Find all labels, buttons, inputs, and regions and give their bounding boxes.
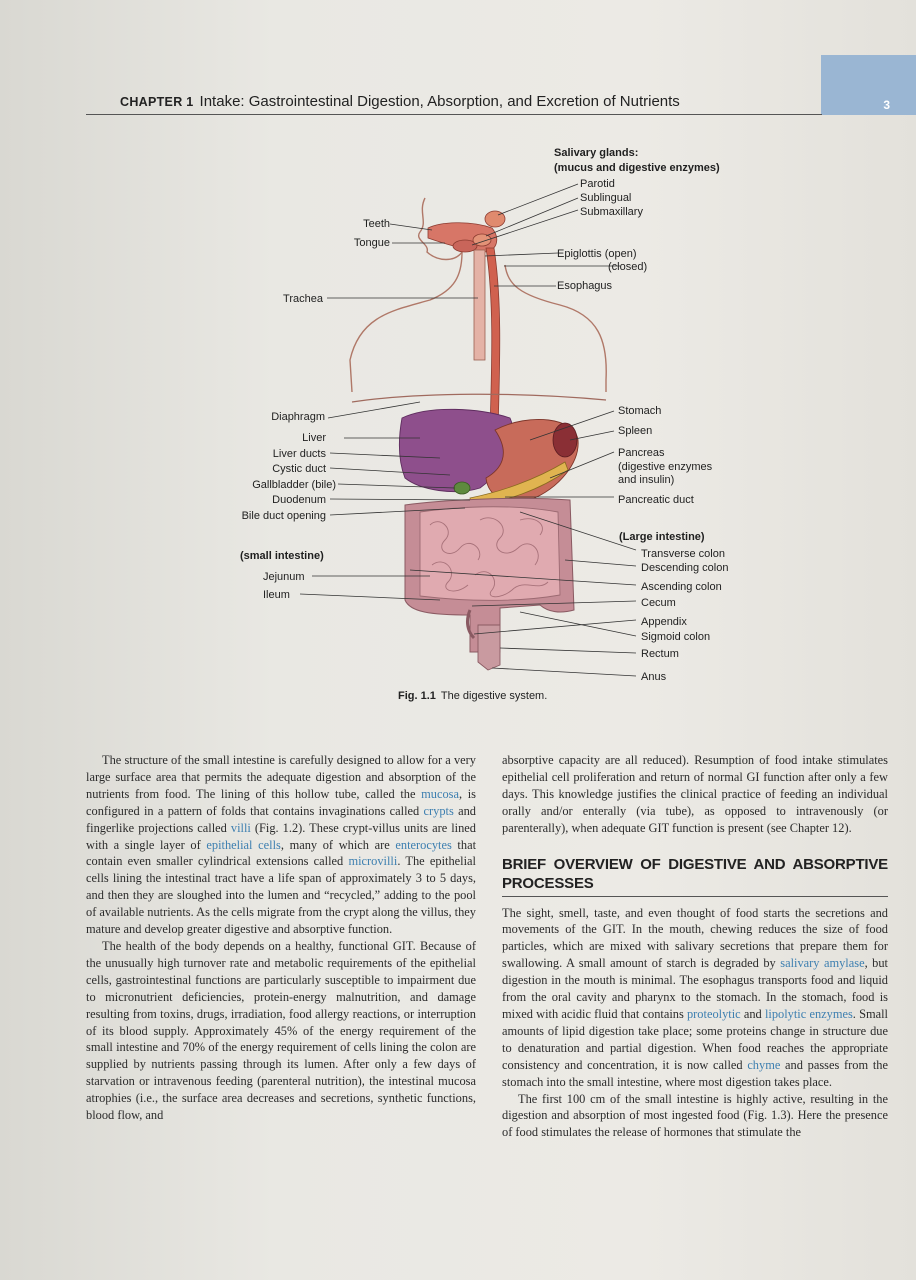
- label-small-intestine: (small intestine): [240, 550, 324, 562]
- header-rule: [86, 114, 822, 115]
- text-run: and fingerlike projections called: [86, 803, 476, 835]
- label-large-intestine: (Large intestine): [619, 531, 705, 543]
- label-parotid: Parotid: [580, 178, 615, 190]
- esophagus: [486, 248, 500, 430]
- label-anus: Anus: [641, 671, 667, 683]
- keyword: crypts: [423, 803, 454, 818]
- label-submaxillary: Submaxillary: [580, 206, 643, 218]
- text-run: The structure of the small intestine is carefully designed to allow for a very large surface area that permits the adequate digestion and absorption of the nutrients from food. The lining of this hollow tube, called the: [86, 753, 476, 801]
- label-descending-colon: Descending colon: [641, 562, 729, 574]
- text-run: and: [740, 1006, 765, 1021]
- text-run: that contain even smaller cylindrical extensions called: [86, 837, 477, 869]
- text-run: , many of which are: [280, 837, 396, 852]
- label-bile-duct: Bile duct opening: [241, 510, 326, 522]
- label-epiglottis-closed: (closed): [608, 261, 648, 273]
- label-teeth: Teeth: [363, 218, 390, 230]
- paragraph-absorptive-capacity: absorptive capacity are all reduced). Resumption of food intake stimulates epithelial cell proliferation and return of normal GI function after only a few days. This knowledge justifies the clinical practice of feeding an individual orally and/or enterally (via tube), as opposed to intravenously (or parenterally), when adequate GIT function is present (see Chapter 12).: [502, 753, 888, 835]
- label-appendix: Appendix: [641, 616, 687, 628]
- label-diaphragm: Diaphragm: [271, 411, 325, 423]
- label-stomach: Stomach: [618, 405, 662, 417]
- small-intestine: [420, 507, 560, 601]
- keyword: villi: [230, 820, 251, 835]
- digestive-system-figure: [0, 130, 916, 710]
- caption-text: The digestive system.: [440, 690, 548, 702]
- keyword: mucosa: [421, 786, 459, 801]
- label-transverse-colon: Transverse colon: [641, 548, 725, 560]
- page-number-tab: [821, 55, 916, 115]
- label-pancreas: Pancreas: [618, 447, 665, 459]
- text-run: (Fig. 1.2). These crypt-villus units are lined with a single layer of: [86, 820, 476, 852]
- label-jejunum: Jejunum: [263, 571, 305, 583]
- label-gallbladder: Gallbladder (bile): [252, 479, 336, 491]
- chapter-label: CHAPTER 1: [120, 95, 194, 109]
- label-trachea: Trachea: [283, 293, 323, 305]
- label-duodenum: Duodenum: [272, 494, 326, 506]
- paragraph-git-health: The health of the body depends on a healthy, functional GIT. Because of the unusually high turnover rate and metabolic requirements of the epithelial cells, gastrointestinal functions are particularly susceptible to impairment due to micronutrient deficiencies, protein-energy malnutrition, and damage resulting from toxins, drugs, irradiation, food allergy reactions, or interruption of its blood supply. Approximately 45% of the energy requirement of the small intestine and 70% of the energy requirement of cells lining the colon are supplied by nutrients passing through its lumen. After only a few days of starvation or intravenous feeding (parenteral nutrition), the intestinal mucosa atrophies (i.e., the surface area decreases and secretions, synthetic functions, blood flow, and: [86, 938, 476, 1123]
- label-pancreatic-duct: Pancreatic duct: [618, 494, 694, 506]
- paragraph-first-100cm: The first 100 cm of the small intestine is highly active, resulting in the digestion and absorption of most ingested food (Fig. 1.3). Here the presence of food stimulates the release of hormones that stimulate the: [502, 1091, 888, 1140]
- label-rectum: Rectum: [641, 648, 679, 660]
- text-run: The sight, smell, taste, and even thought of food starts the secretions and movements of the GIT. In the mouth, chewing reduces the size of food particles, which are mixed with salivary secretions that prepare them for swallowing. A small amount of starch is degraded by: [502, 905, 888, 971]
- heading-rule: [502, 896, 888, 897]
- label-pancreas-sub2: and insulin): [618, 474, 675, 486]
- figure-caption: [398, 690, 547, 702]
- paragraph-small-intestine-structure: [86, 752, 476, 938]
- page-number: 3: [883, 98, 890, 112]
- text-run: . Small amounts of lipid digestion take place; some proteins change in structure due to denaturation and partial digestion. When food reaches the appropriate consistency and concentration, it is now called: [502, 1006, 888, 1072]
- label-ileum: Ileum: [263, 589, 290, 601]
- keyword: microvilli: [348, 854, 398, 869]
- label-sigmoid-colon: Sigmoid colon: [641, 631, 711, 643]
- mouth-and-glands: [428, 211, 505, 252]
- label-sublingual: Sublingual: [580, 192, 632, 204]
- keyword: salivary amylase: [780, 956, 865, 971]
- label-liver: Liver: [302, 432, 326, 444]
- trachea: [474, 250, 485, 360]
- left-column: [86, 752, 476, 1124]
- paragraph-overview: [502, 905, 888, 1091]
- label-esophagus: Esophagus: [557, 280, 613, 292]
- label-epiglottis-open: Epiglottis (open): [557, 248, 637, 260]
- running-header: [120, 93, 810, 110]
- keyword: lipolytic enzymes: [764, 1006, 853, 1021]
- label-tongue: Tongue: [353, 237, 390, 249]
- label-cecum: Cecum: [641, 597, 676, 609]
- keyword: chyme: [747, 1057, 781, 1072]
- caption-label: Fig. 1.1: [398, 690, 436, 702]
- keyword: epithelial cells: [206, 837, 281, 852]
- section-heading: BRIEF OVERVIEW OF DIGESTIVE AND ABSORPTIVE PROCESSES: [502, 855, 888, 892]
- text-run: and passes from the stomach into the small intestine, where most digestion takes place.: [502, 1057, 888, 1089]
- label-cystic-duct: Cystic duct: [272, 463, 326, 475]
- label-salivary-sub: (mucus and digestive enzymes): [554, 162, 720, 174]
- label-salivary-glands: Salivary glands:: [554, 147, 639, 159]
- keyword: enterocytes: [395, 837, 452, 852]
- gallbladder: [454, 482, 470, 494]
- chapter-title: Intake: Gastrointestinal Digestion, Absorption, and Excretion of Nutrients: [199, 93, 680, 110]
- text-run: , but digestion in the mouth is minimal. The esophagus transports food and liquid from the oral cavity and pharynx to the stomach. In the stomach, food is mixed with acidic fluid that contains: [502, 956, 889, 1021]
- label-ascending-colon: Ascending colon: [641, 581, 722, 593]
- text-run: . The epithelial cells lining the intestinal tract have a life span of approximately 3 to 5 days, and then they are sloughed into the lumen and “recycled,” adding to the pool of available nutrients. As the cells migrate from the crypt along the villus, they mature and develop greater digestive and absorptive function.: [86, 854, 476, 937]
- text-run: , is configured in a pattern of folds that contains invaginations called: [86, 786, 476, 818]
- label-pancreas-sub1: (digestive enzymes: [618, 461, 713, 473]
- label-spleen: Spleen: [618, 425, 653, 437]
- diaphragm: [352, 394, 606, 402]
- keyword: proteolytic: [686, 1006, 741, 1021]
- label-liver-ducts: Liver ducts: [272, 448, 326, 460]
- right-column: [502, 752, 888, 1141]
